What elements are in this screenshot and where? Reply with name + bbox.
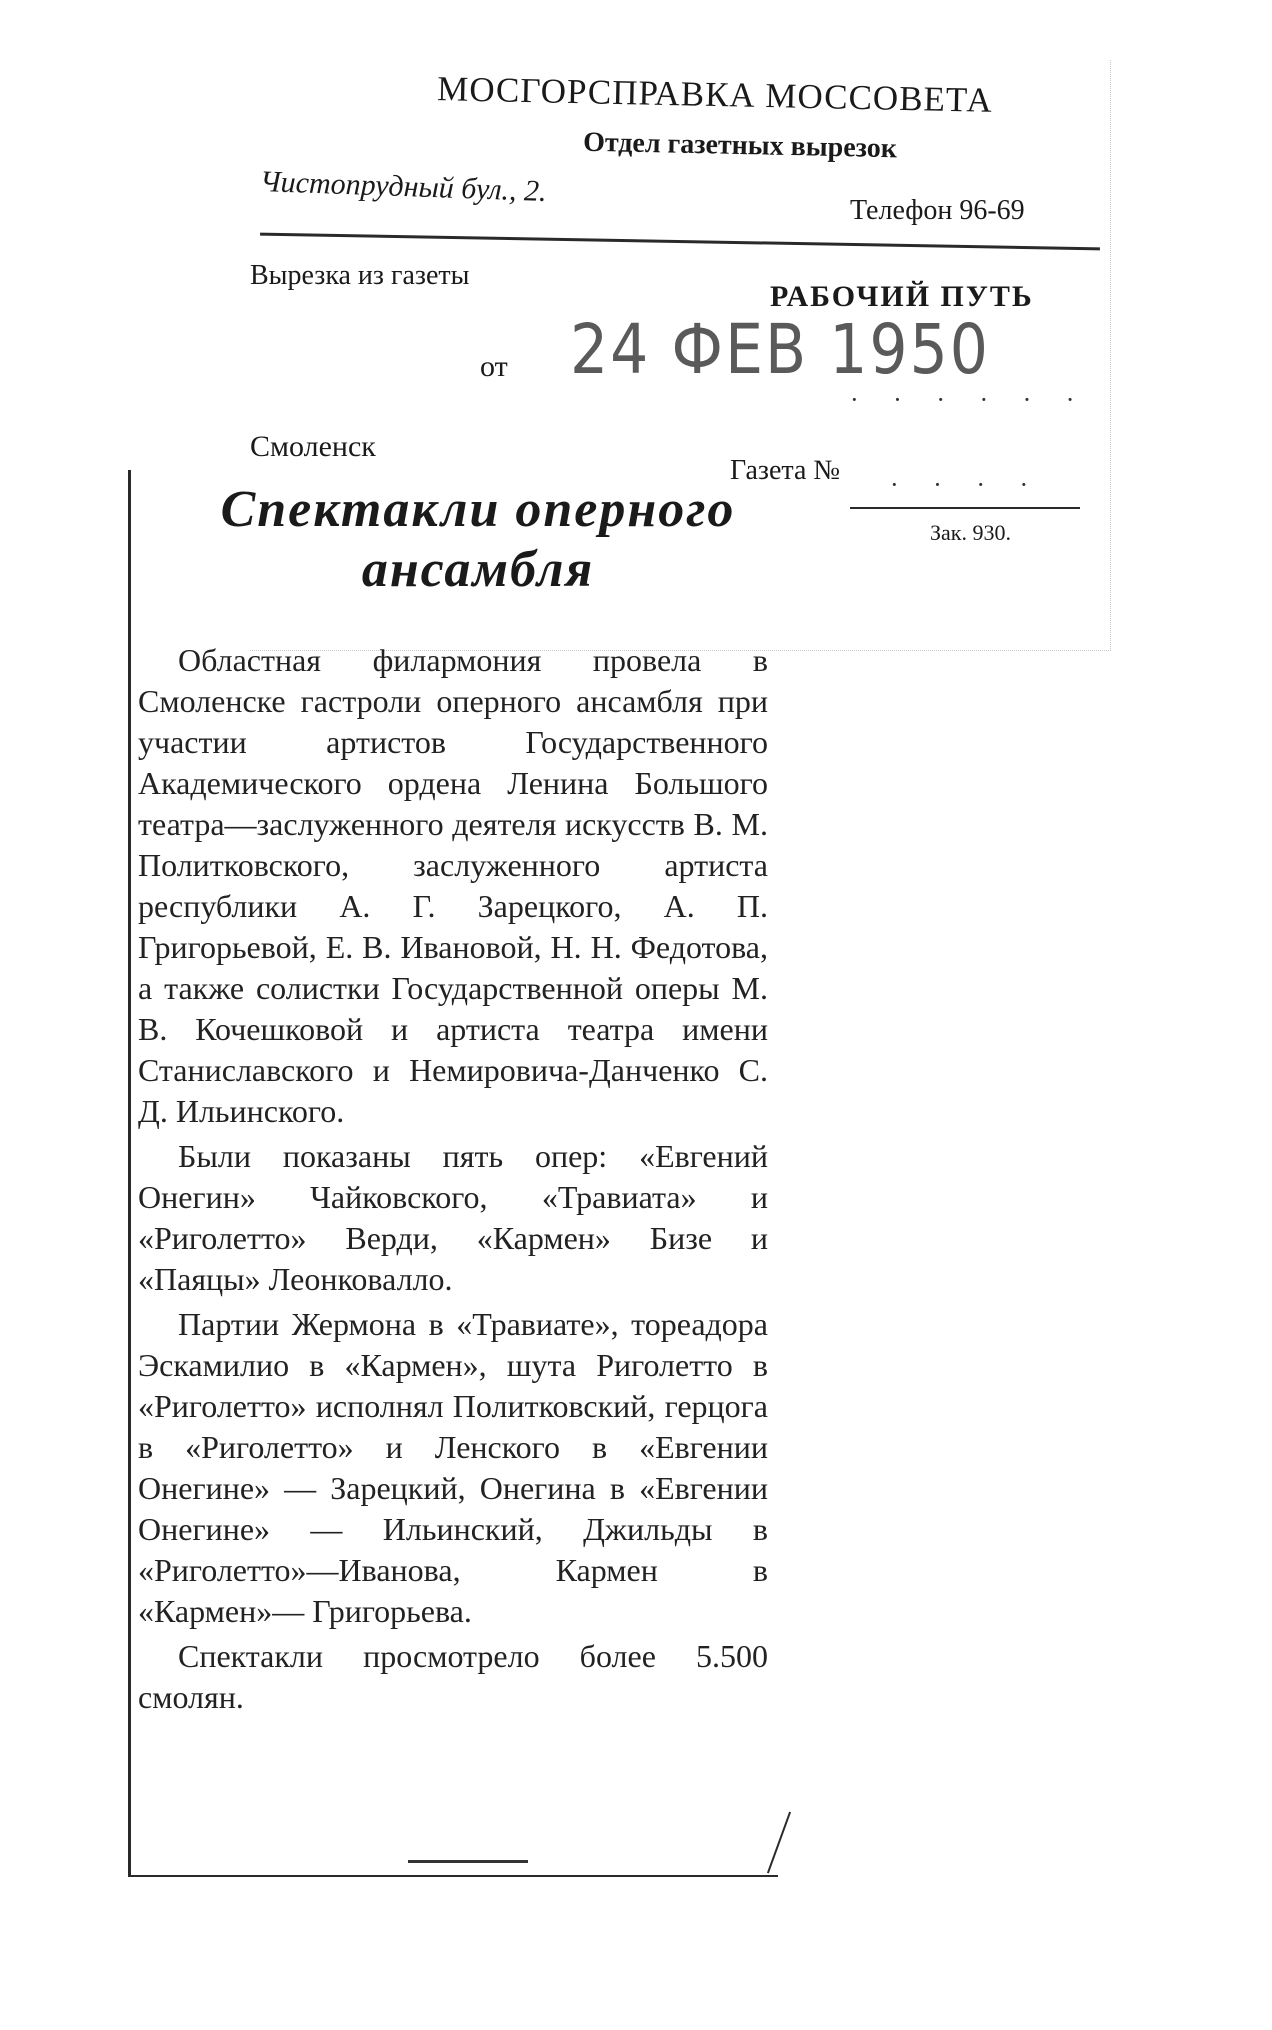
date-prefix: от xyxy=(480,350,508,383)
header-divider xyxy=(260,233,1100,251)
gazette-number-dots: · · · · xyxy=(890,470,1043,499)
order-divider xyxy=(850,507,1080,509)
newspaper-article xyxy=(88,470,868,1910)
city: Смоленск xyxy=(250,430,376,463)
order-number: Зак. 930. xyxy=(930,520,1011,545)
department-name: Отдел газетных вырезок xyxy=(582,126,898,165)
agency-name: МОСГОРСПРАВКА МОССОВЕТА xyxy=(436,69,994,120)
article-headline xyxy=(178,480,778,600)
gazette-number-label: Газета № xyxy=(730,455,841,486)
article-body xyxy=(138,640,768,1722)
clipping-from-label: Вырезка из газеты xyxy=(250,260,470,291)
article-paragraph: Спектакли просмотрело более 5.500 смолян. xyxy=(138,1638,768,1715)
clipping-corner-edge xyxy=(767,1812,791,1874)
phone: Телефон 96-69 xyxy=(850,195,1025,226)
article-paragraph: Областная филармония провела в Смоленске гастроли оперного ансамбля при участии артистов Государственного Академического ордена Ленина Большого театра—заслуженного деятеля искусств В. М. Политковского, заслуженного артиста республики А. Г. Зарецкого, А. П. Григорьевой, Е. В. Ивановой, Н. Н. Федотова, а также солистки Государственной оперы М. В. Кочешковой и артиста театра имени Станиславского и Немировича-Данченко С. Д. Ильинского. xyxy=(138,642,768,1129)
newspaper-name: РАБОЧИЙ ПУТЬ xyxy=(770,280,1034,313)
address: Чистопрудный бул., 2. xyxy=(259,165,548,208)
date-fill-dots: · · · · · · xyxy=(850,385,1089,414)
article-paragraph: Партии Жермона в «Травиате», тореадора Эскамилио в «Кармен», шута Риголетто в «Риголетто» исполнял Политковский, герцога в «Риголетто» и Ленского в «Евгении Онегине» — Зарецкий, Онегина в «Евгении Онегине» — Ильинский, Джильды в «Риголетто»—Иванова, Кармен в «Кармен»— Григорьева. xyxy=(138,1306,768,1629)
headline-line-1: Спектакли оперного xyxy=(220,481,736,538)
clipping-bottom-edge xyxy=(128,1875,778,1877)
date-stamp: 24 ФЕВ 1950 xyxy=(570,309,990,391)
headline-line-2: ансамбля xyxy=(361,541,595,598)
article-end-rule xyxy=(408,1860,528,1863)
clipping-left-edge xyxy=(128,470,131,1875)
article-paragraph: Были показаны пять опер: «Евгений Онегин» Чайковского, «Травиата» и «Риголетто» Верди, «Кармен» Бизе и «Паяцы» Леонковалло. xyxy=(138,1138,768,1297)
